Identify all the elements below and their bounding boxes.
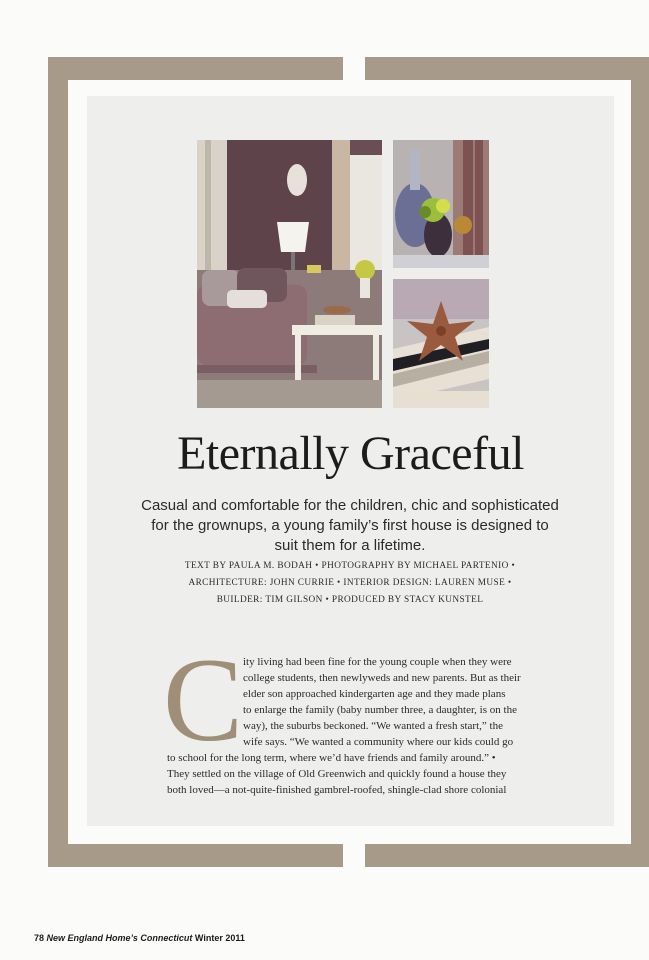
body-line: ity living had been fine for the young couple when they were bbox=[243, 656, 512, 668]
vase-photo bbox=[393, 140, 489, 268]
body-line: elder son approached kindergarten age and they made plans bbox=[243, 688, 506, 700]
drop-cap: C bbox=[163, 633, 244, 766]
starfish-photo bbox=[393, 279, 489, 408]
body-line: They settled on the village of Old Greenwich and quickly found a house they bbox=[167, 768, 507, 780]
article-deck: Casual and comfortable for the children, chic and sophisticated for the grownups, a young family’s first house is designed to suit them for a lifetime. bbox=[141, 497, 559, 554]
magazine-name: New England Home’s Connecticut bbox=[46, 933, 193, 943]
issue-date: Winter 2011 bbox=[194, 933, 245, 943]
body-line: college students, then newlyweds and new parents. But as their bbox=[243, 672, 521, 684]
frame-gap-bottom bbox=[343, 843, 365, 867]
credits-line-3: BUILDER: TIM GILSON • PRODUCED BY STACY KUNSTEL bbox=[216, 595, 484, 605]
article-title: Eternally Graceful bbox=[177, 427, 524, 480]
page-folio bbox=[34, 933, 245, 943]
living-room-photo bbox=[197, 140, 382, 408]
body-line: way), the suburbs beckoned. “We wanted a fresh start,” the bbox=[243, 720, 503, 732]
credits-line-1: TEXT BY PAULA M. BODAH • PHOTOGRAPHY BY MICHAEL PARTENIO • bbox=[184, 561, 516, 571]
page-number: 78 bbox=[34, 933, 45, 943]
body-line: to enlarge the family (baby number three, a daughter, is on the bbox=[243, 704, 517, 716]
credits-line-2: ARCHITECTURE: JOHN CURRIE • INTERIOR DESIGN: LAUREN MUSE • bbox=[188, 578, 512, 588]
body-line: both loved—a not-quite-finished gambrel-roofed, shingle-clad shore colonial bbox=[167, 784, 507, 796]
body-line: to school for the long term, where we’d have friends and family around.” • bbox=[167, 752, 496, 764]
body-line: wife says. “We wanted a community where our kids could go bbox=[243, 736, 514, 748]
article-credits bbox=[140, 558, 560, 609]
frame-gap-top bbox=[343, 57, 365, 81]
